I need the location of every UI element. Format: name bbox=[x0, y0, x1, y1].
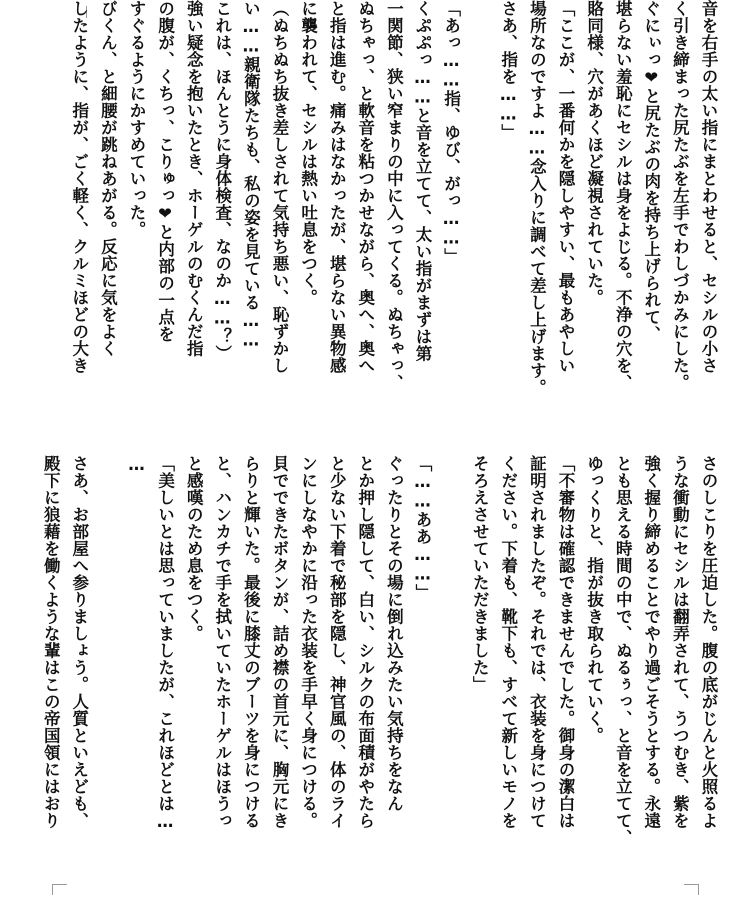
text-column: らりと輝いた。最後に膝丈のブーツを身につける bbox=[241, 455, 261, 829]
page-corner-mark bbox=[52, 884, 67, 895]
text-column: い……親衛隊たちも、私の姿を見ている…… bbox=[241, 0, 261, 350]
text-column: … bbox=[127, 455, 146, 475]
text-column: と、ハンカチで手を拭いていたホーゲルはほうっ bbox=[212, 455, 232, 829]
text-column: 強く握り締めることでやり過ごそうとする。永遠 bbox=[641, 455, 661, 829]
text-column bbox=[466, 0, 492, 440]
text-column: （ぬちぬち抜き差しされて気持ち悪い、恥ずかし bbox=[270, 0, 289, 374]
text-column: 堪らない羞恥にセシルは身をよじる。不浄の穴を、 bbox=[613, 0, 633, 391]
text-column: とか押し隠して、白い、シルクの布面積がやたら bbox=[355, 455, 375, 829]
lower-text-block bbox=[41, 455, 721, 895]
text-column: さあ、お部屋へ参りましょう。人質といえども、 bbox=[69, 455, 89, 829]
text-column: 殿下に狼藉を働くような輩はこの帝国領にはおり bbox=[41, 455, 61, 829]
text-column: 貝でできたボタンが、詰め襟の首元に、胸元にき bbox=[270, 455, 289, 829]
text-column: したように、指が、ごく軽く、クルミほどの大き bbox=[69, 0, 89, 374]
text-column: と指は進む。痛みはなかったが、堪らない異物感 bbox=[327, 0, 347, 374]
text-column: びくん、と細腰が跳ねあがる。反応に気をよく bbox=[98, 0, 118, 357]
text-column: 「あっ……指、ゆび、がっ……」 bbox=[441, 0, 461, 265]
text-column: とも思える時間の中で、ぬるぅっ、と音を立てて、 bbox=[613, 455, 633, 846]
text-column: 「……ああ……」 bbox=[413, 455, 432, 601]
text-column: ぬちゃっ、と軟音を粘つかせながら、奥へ、奥へ bbox=[355, 0, 375, 374]
text-column: くぷぷっ……と音を立てて、太い指がまずは第 bbox=[413, 0, 432, 362]
text-column: と少ない下着で秘部を隠し、神官風の、体のライ bbox=[327, 455, 347, 829]
text-column: これは、ほんとうに身体検査、なのか……？） bbox=[212, 0, 232, 362]
text-column: の腹が、くちっ、こりゅっ❤と内部の一点を bbox=[155, 0, 175, 343]
text-column: 賂同様、穴があくほど凝視されていた。 bbox=[584, 0, 604, 306]
text-column: 「美しいとは思っていましたが、これほどとは… bbox=[155, 455, 175, 832]
text-column: ぐったりとその場に倒れ込みたい気持ちをなん bbox=[384, 455, 404, 812]
text-column: さのしこりを圧迫した。腹の底がじんと火照るよ bbox=[699, 455, 718, 829]
text-column: に襲われて、セシルは熱い吐息をつく。 bbox=[298, 0, 318, 306]
upper-text-block bbox=[60, 0, 721, 440]
text-column: 音を右手の太い指にまとわせると、セシルの小さ bbox=[699, 0, 718, 374]
text-column: と感嘆のため息をつく。 bbox=[184, 455, 204, 642]
text-column: 証明されましたぞ。それでは、衣装を身につけて bbox=[527, 455, 547, 829]
text-column: ください。下着も、靴下も、すべて新しいモノを bbox=[498, 455, 518, 829]
text-column bbox=[94, 455, 120, 895]
text-column: ンにしなやかに沿った衣装を手早く身につける。 bbox=[298, 455, 318, 829]
text-column bbox=[438, 455, 464, 895]
text-column: 「不審物は確認できませんでした。御身の潔白は bbox=[556, 455, 575, 829]
text-column: く引き締まった尻たぶを左手でわしづかみにした。 bbox=[670, 0, 690, 391]
text-column: うな衝動にセシルは翻弄されて、うつむき、紫を bbox=[670, 455, 690, 829]
page-corner-mark bbox=[684, 884, 699, 895]
text-column: さあ、指を……」 bbox=[498, 0, 518, 141]
text-column: 強い疑念を抱いたとき、ホーゲルのむくんだ指 bbox=[184, 0, 204, 357]
text-column: 場所なのですよ……念入りに調べて差し上げます。 bbox=[527, 0, 547, 396]
text-column: 一関節、狭い窄まりの中に入ってくる。ぬちゃっ、 bbox=[384, 0, 404, 391]
text-column: すぐるようにかすめていった。 bbox=[127, 0, 146, 238]
text-column: そろえさせていただきました」 bbox=[470, 455, 490, 693]
text-column: 「ここが、一番何かを隠しやすい、最もあやしい bbox=[556, 0, 575, 374]
text-column: ぐにぃっ❤と尻たぶの肉を持ち上げられて、 bbox=[641, 0, 661, 343]
text-column: ゆっくりと、指が抜き取られていく。 bbox=[584, 455, 604, 744]
